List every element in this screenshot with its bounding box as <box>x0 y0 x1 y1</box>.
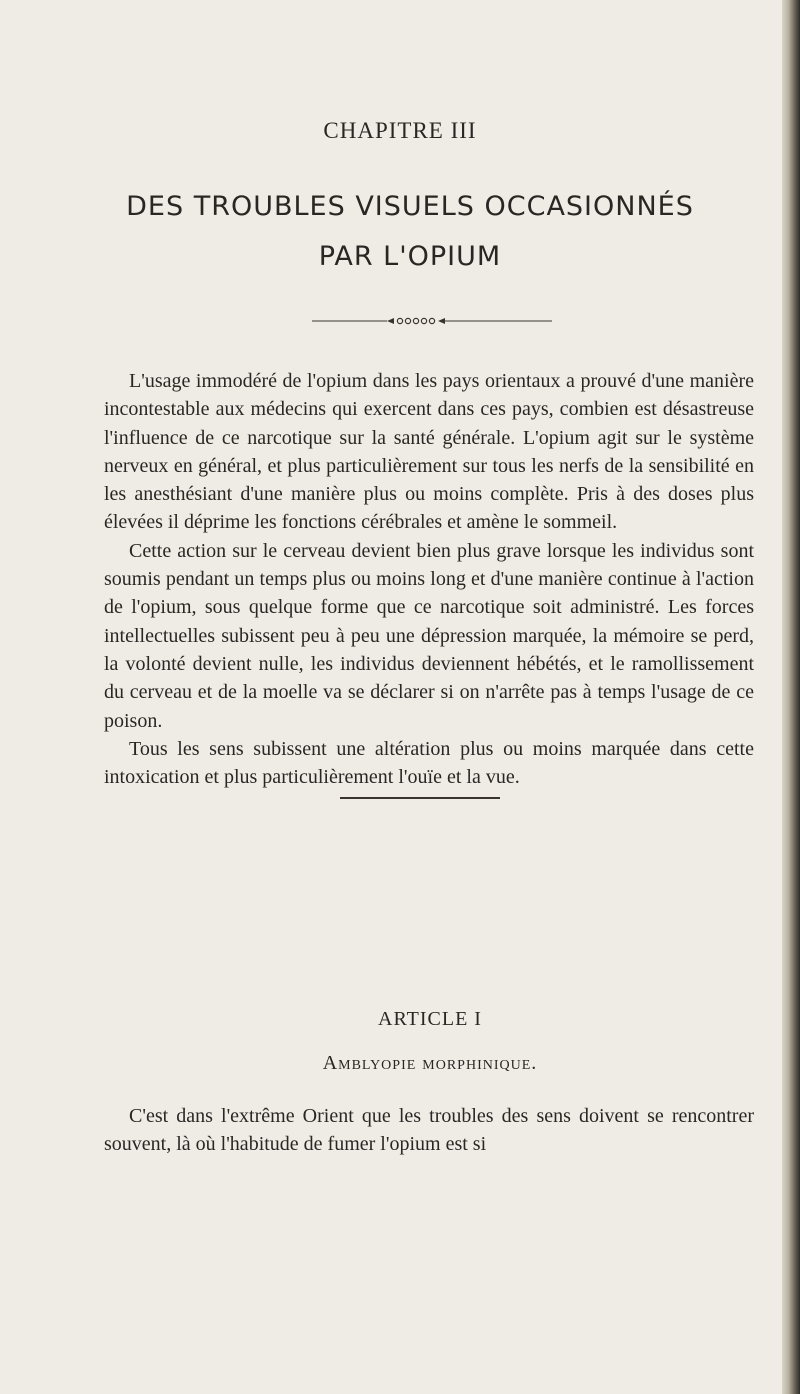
article-paragraph: C'est dans l'extrême Orient que les troubles des sens doivent se rencontrer souvent, là où l'habitude de fumer l'opium est si <box>104 1105 754 1156</box>
article-body <box>104 1102 754 1159</box>
chapter-heading: CHAPITRE III <box>323 118 477 143</box>
section-separator <box>340 797 500 799</box>
paragraph-2: Cette action sur le cerveau devient bien plus grave lorsque les individus sont soumis pendant un temps plus ou moins long et d'une manière continue à l'action de l'opium, sous quelque forme que ce narcotique soit administré. Les forces intellectuelles subissent peu à peu une dépression marquée, la mémoire se perd, la volonté devient nulle, les individus deviennent hébétés, et le ramollissement du cerveau et de la moelle va se déclarer si on n'arrête pas à temps l'usage de ce poison. <box>104 539 754 732</box>
ornament-divider <box>312 317 552 325</box>
chapter-title <box>60 182 760 282</box>
paragraph-3: Tous les sens subissent une altération plus ou moins marquée dans cette intoxication et plus particulièrement l'ouïe et la vue. <box>104 737 754 789</box>
page-edge-shadow <box>782 0 800 1394</box>
paragraph-1: L'usage immodéré de l'opium dans les pays orientaux a prouvé d'une manière incontestable aux médecins qui exercent dans ces pays, combien est désastreuse l'influence de ce narcotique sur la santé générale. L'opium agit sur le système nerveux en général, et plus particulièrement sur tous les nerfs de la sensibilité en les anesthésiant d'une manière plus ou moins complète. Pris à des doses plus élevées il déprime les fonctions cérébrales et amène le sommeil. <box>104 370 754 534</box>
article-heading: ARTICLE I <box>378 1008 482 1030</box>
chapter-title-line-1: DES TROUBLES VISUELS OCCASIONNÉS <box>126 191 694 222</box>
body-text <box>104 367 754 791</box>
chapter-title-line-2: PAR L'OPIUM <box>318 241 502 272</box>
article-subtitle: Amblyopie morphinique. <box>322 1052 538 1074</box>
